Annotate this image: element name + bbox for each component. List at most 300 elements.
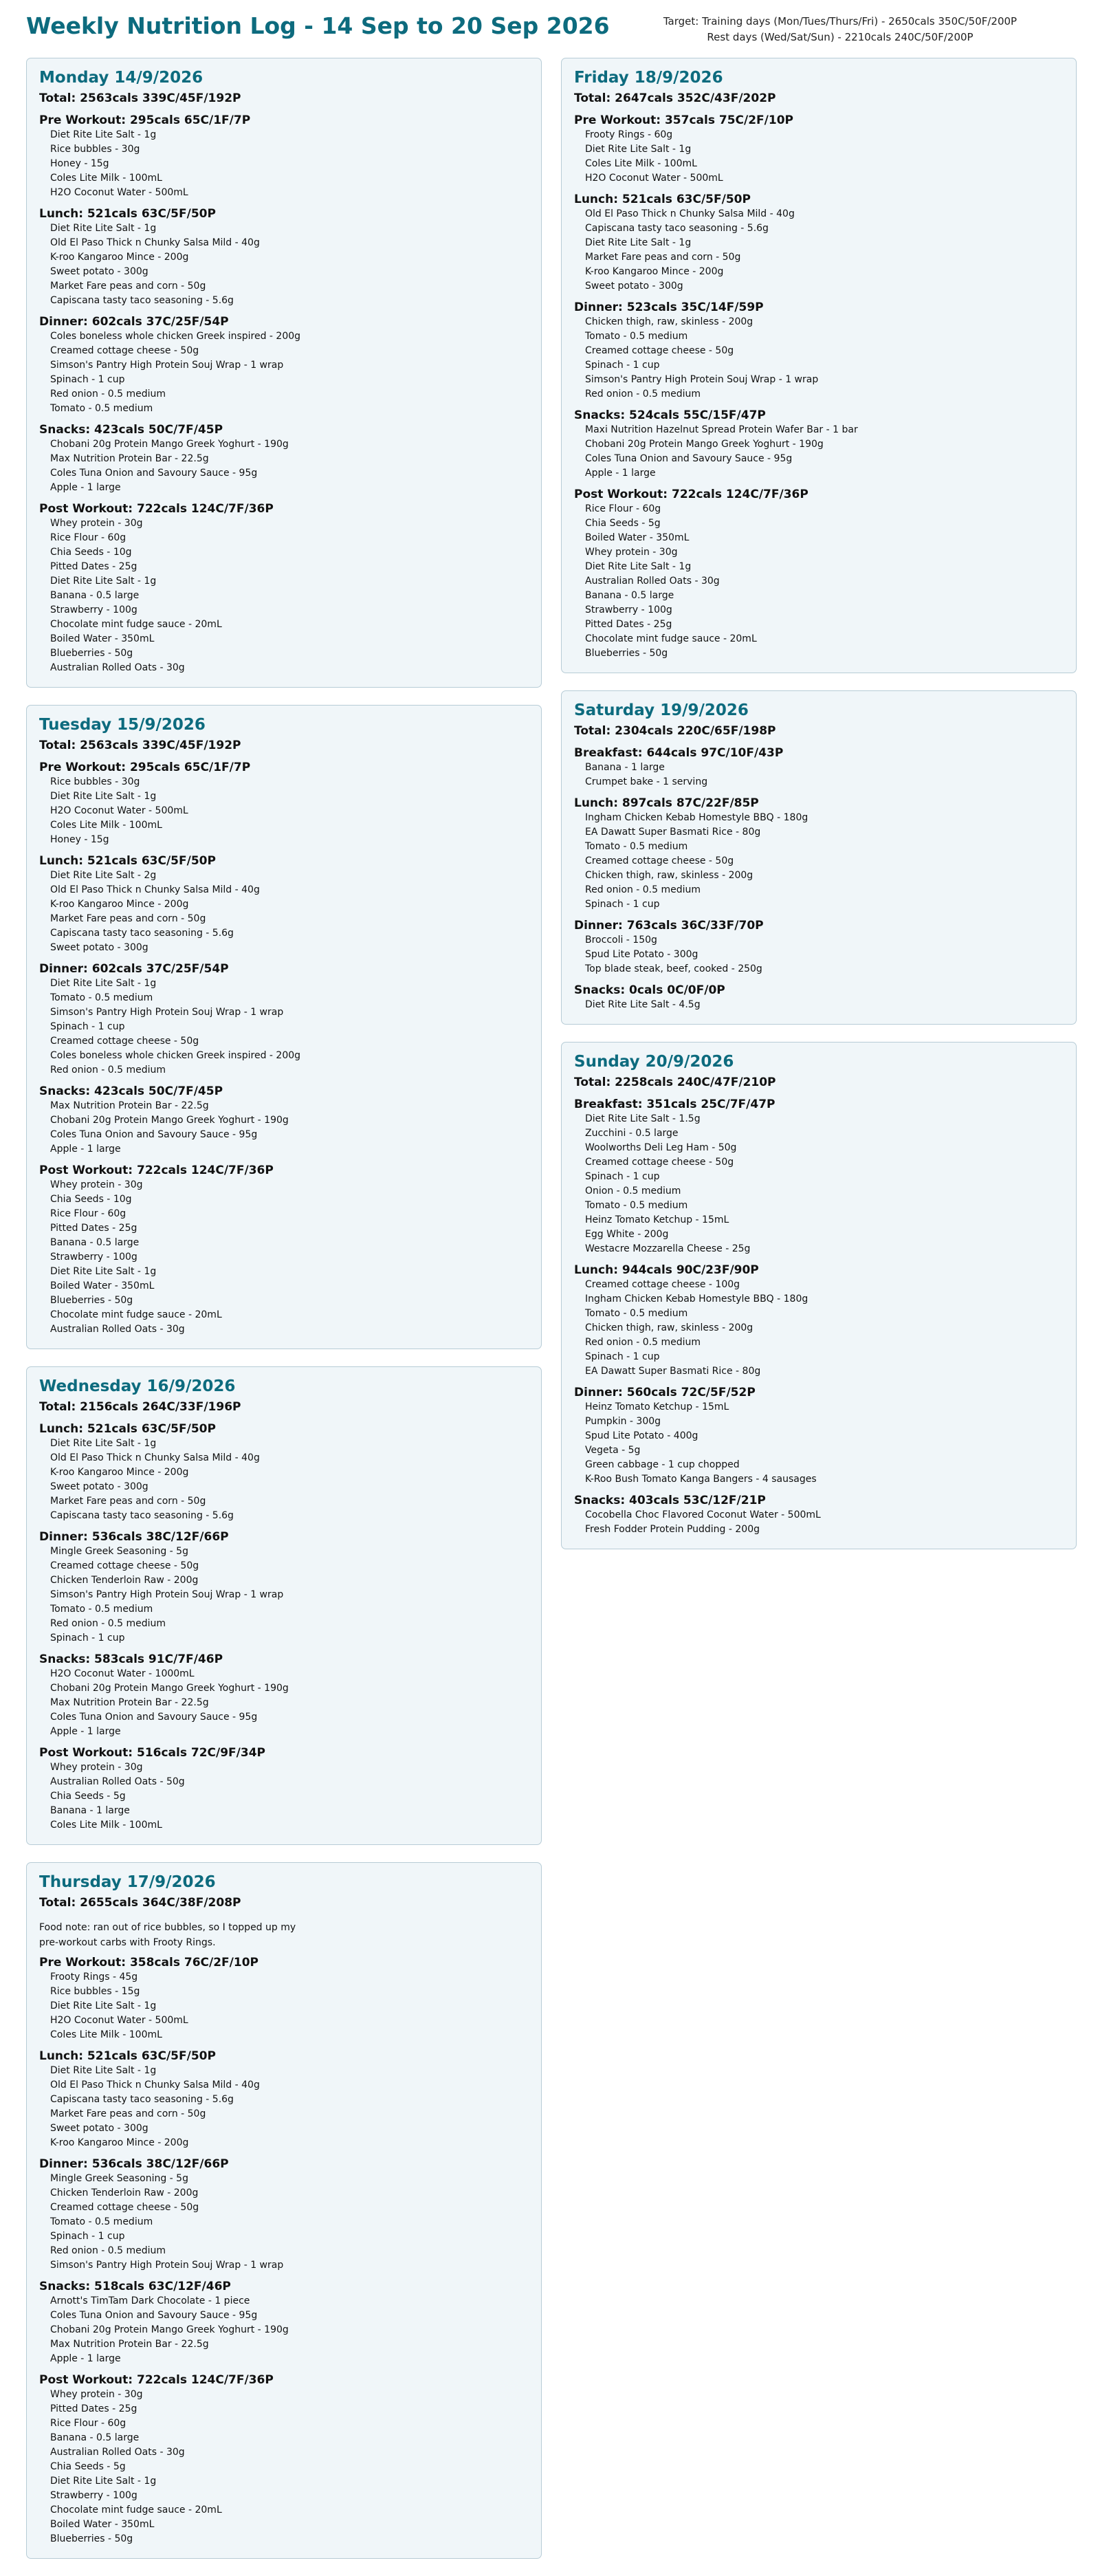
meal-section: [39, 1163, 529, 1337]
meal-item: Coles Tuna Onion and Savoury Sauce - 95g: [50, 468, 258, 479]
meal-item: Honey - 15g: [50, 158, 109, 169]
meal-item: Woolworths Deli Leg Ham - 50g: [585, 1142, 737, 1153]
meal-item: Chicken thigh, raw, skinless - 200g: [585, 870, 754, 881]
meal-item: Broccoli - 150g: [585, 935, 657, 946]
meal-section: [574, 1263, 1064, 1379]
meal-section: [574, 983, 1064, 1012]
meal-item: Maxi Nutrition Hazelnut Spread Protein Wafer Bar - 1 bar: [585, 424, 858, 435]
meal-item: Sweet potato - 300g: [50, 1481, 148, 1492]
meal-item: Strawberry - 100g: [50, 1252, 138, 1263]
meal-item: Diet Rite Lite Salt - 4.5g: [585, 999, 701, 1010]
meal-section: [39, 1421, 529, 1523]
meal-item: Apple - 1 large: [50, 1144, 121, 1155]
meal-section: [574, 1097, 1064, 1256]
meal-item: Tomato - 0.5 medium: [585, 1308, 688, 1319]
meal-item: Old El Paso Thick n Chunky Salsa Mild - 40g: [585, 208, 795, 219]
meal-header: Post Workout: 722cals 124C/7F/36P: [39, 502, 274, 516]
meal-header: Snacks: 423cals 50C/7F/45P: [39, 423, 223, 437]
meal-item: Frooty Rings - 60g: [585, 129, 673, 140]
meal-item-list: [39, 775, 529, 847]
meal-item: Chobani 20g Protein Mango Greek Yoghurt - 190g: [585, 439, 824, 450]
meal-item: Blueberries - 50g: [585, 648, 668, 659]
meal-item: Australian Rolled Oats - 30g: [585, 576, 720, 587]
meal-section: [39, 2279, 529, 2366]
meal-item: Strawberry - 100g: [50, 2490, 138, 2501]
meal-item-list: [39, 1437, 529, 1523]
meal-item: Diet Rite Lite Salt - 1g: [50, 223, 157, 234]
meal-item: Tomato - 0.5 medium: [50, 403, 153, 414]
meal-item: Market Fare peas and corn - 50g: [50, 2108, 206, 2119]
meal-section: [39, 422, 529, 495]
meal-section: [39, 501, 529, 675]
meal-item: Market Fare peas and corn - 50g: [50, 913, 206, 924]
page-title: Weekly Nutrition Log - 14 Sep to 20 Sep 2026: [26, 12, 610, 39]
meal-item: Coles Tuna Onion and Savoury Sauce - 95g: [50, 2310, 258, 2321]
meal-item-list: [574, 207, 1064, 294]
meal-section: [39, 314, 529, 416]
meal-item: Spinach - 1 cup: [585, 360, 660, 371]
meal-item: Boiled Water - 350mL: [50, 633, 155, 644]
meal-item-list: [574, 1508, 1064, 1537]
meal-item-list: [39, 2064, 529, 2150]
meal-item: Max Nutrition Protein Bar - 22.5g: [50, 453, 209, 464]
meal-item: Boiled Water - 350mL: [50, 1280, 155, 1291]
meal-section: [574, 1385, 1064, 1487]
meal-header: Snacks: 518cals 63C/12F/46P: [39, 2280, 231, 2293]
meal-item: Capiscana tasty taco seasoning - 5.6g: [50, 295, 234, 306]
meal-item: Diet Rite Lite Salt - 1g: [50, 129, 157, 140]
meal-item: Coles Lite Milk - 100mL: [50, 820, 162, 831]
meal-header: Post Workout: 722cals 124C/7F/36P: [39, 1164, 274, 1177]
meal-item: Max Nutrition Protein Bar - 22.5g: [50, 1100, 209, 1111]
meal-section: [39, 2049, 529, 2150]
meal-item: Vegeta - 5g: [585, 1445, 641, 1456]
meal-section: [574, 1493, 1064, 1537]
meal-header: Lunch: 944cals 90C/23F/90P: [574, 1263, 759, 1277]
meal-item: Sweet potato - 300g: [585, 281, 683, 292]
meal-item: Coles Lite Milk - 100mL: [50, 1820, 162, 1831]
meal-item: Capiscana tasty taco seasoning - 5.6g: [50, 2094, 234, 2105]
meal-item: Rice Flour - 60g: [50, 2418, 126, 2429]
meal-item: Rice bubbles - 30g: [50, 776, 140, 787]
meal-item: Diet Rite Lite Salt - 1g: [50, 791, 157, 802]
meal-item: Spud Lite Potato - 300g: [585, 949, 698, 960]
meal-header: Pre Workout: 295cals 65C/1F/7P: [39, 113, 251, 127]
meal-item-list: [574, 1400, 1064, 1487]
meal-item: Simson's Pantry High Protein Souj Wrap - 1 wrap: [50, 360, 284, 371]
meal-item: Old El Paso Thick n Chunky Salsa Mild - 40g: [50, 237, 260, 248]
meal-item: Chocolate mint fudge sauce - 20mL: [50, 619, 222, 630]
meal-item: Onion - 0.5 medium: [585, 1186, 681, 1197]
meal-item: Creamed cottage cheese - 50g: [50, 345, 199, 356]
meal-item: Red onion - 0.5 medium: [50, 1618, 166, 1629]
meal-item: Banana - 0.5 large: [50, 1237, 140, 1248]
meal-item: Tomato - 0.5 medium: [50, 992, 153, 1003]
meal-item: EA Dawatt Super Basmati Rice - 80g: [585, 1366, 761, 1377]
meal-item: Market Fare peas and corn - 50g: [50, 1496, 206, 1507]
meal-item: Strawberry - 100g: [585, 604, 672, 615]
meal-header: Snacks: 0cals 0C/0F/0P: [574, 983, 725, 997]
meal-item: Spinach - 1 cup: [50, 374, 125, 385]
meal-item: Rice Flour - 60g: [50, 1208, 126, 1219]
meal-item: Red onion - 0.5 medium: [50, 1065, 166, 1076]
right-column: [561, 58, 1077, 1567]
left-column: [26, 58, 542, 2576]
meal-section: [39, 2372, 529, 2546]
meal-item: K-roo Kangaroo Mince - 200g: [50, 252, 189, 263]
meal-item: Diet Rite Lite Salt - 1g: [50, 2476, 157, 2487]
meal-item-list: [574, 315, 1064, 402]
meal-item: Australian Rolled Oats - 30g: [50, 662, 185, 673]
meal-header: Snacks: 423cals 50C/7F/45P: [39, 1084, 223, 1098]
meal-item: Chobani 20g Protein Mango Greek Yoghurt - 190g: [50, 1115, 289, 1126]
meal-item: Red onion - 0.5 medium: [50, 389, 166, 400]
meal-item: Banana - 0.5 large: [50, 590, 140, 601]
meal-item: Diet Rite Lite Salt - 1.5g: [585, 1113, 701, 1124]
day-title: Wednesday 16/9/2026: [39, 1377, 236, 1395]
meal-item-list: [39, 329, 529, 416]
meal-item: Honey - 15g: [50, 834, 109, 845]
meal-header: Lunch: 521cals 63C/5F/50P: [574, 193, 751, 206]
meal-item: Westacre Mozzarella Cheese - 25g: [585, 1243, 751, 1254]
meal-header: Pre Workout: 295cals 65C/1F/7P: [39, 761, 251, 774]
meal-header: Breakfast: 644cals 97C/10F/43P: [574, 746, 784, 760]
meal-item: Frooty Rings - 45g: [50, 1972, 138, 1983]
meal-item: Chobani 20g Protein Mango Greek Yoghurt - 190g: [50, 2324, 289, 2335]
meal-item: H2O Coconut Water - 500mL: [50, 2015, 188, 2026]
meal-item: Old El Paso Thick n Chunky Salsa Mild - 40g: [50, 1452, 260, 1463]
meal-item: Apple - 1 large: [585, 468, 656, 479]
meal-header: Dinner: 536cals 38C/12F/66P: [39, 2157, 229, 2171]
meal-item: K-roo Kangaroo Mince - 200g: [50, 1467, 189, 1478]
meal-item: K-roo Kangaroo Mince - 200g: [50, 899, 189, 910]
meal-item: Max Nutrition Protein Bar - 22.5g: [50, 2339, 209, 2350]
meal-item: Creamed cottage cheese - 50g: [50, 2202, 199, 2213]
meal-item: Banana - 1 large: [50, 1805, 130, 1816]
target-training-days: Target: Training days (Mon/Tues/Thurs/Fri) - 2650cals 350C/50F/200P: [663, 15, 1018, 28]
meal-header: Post Workout: 722cals 124C/7F/36P: [39, 2373, 274, 2387]
meal-item: Creamed cottage cheese - 50g: [585, 345, 734, 356]
meal-item-list: [39, 1178, 529, 1337]
meal-item: Market Fare peas and corn - 50g: [50, 281, 206, 292]
meal-item: Creamed cottage cheese - 50g: [585, 855, 734, 866]
meal-section: [39, 1529, 529, 1646]
meal-item: Capiscana tasty taco seasoning - 5.6g: [585, 223, 769, 234]
meal-item: Chicken thigh, raw, skinless - 200g: [585, 316, 754, 327]
meal-item: Coles boneless whole chicken Greek inspired - 200g: [50, 331, 301, 342]
meal-item: Coles Tuna Onion and Savoury Sauce - 95g: [50, 1129, 258, 1140]
meal-item-list: [39, 437, 529, 495]
meal-item-list: [39, 1099, 529, 1157]
meal-item: Zucchini - 0.5 large: [585, 1128, 679, 1139]
meal-header: Pre Workout: 357cals 75C/2F/10P: [574, 113, 793, 127]
meal-header: Dinner: 763cals 36C/33F/70P: [574, 919, 764, 932]
meal-item: Sweet potato - 300g: [50, 2123, 148, 2134]
meal-item: Whey protein - 30g: [585, 547, 678, 558]
meal-item: Coles Tuna Onion and Savoury Sauce - 95g: [50, 1712, 258, 1723]
meal-item-list: [574, 933, 1064, 976]
meal-item-list: [39, 2172, 529, 2273]
meal-item: Boiled Water - 350mL: [585, 532, 690, 543]
meal-item: Arnott's TimTam Dark Chocolate - 1 piece: [50, 2295, 250, 2306]
meal-item: Blueberries - 50g: [50, 648, 133, 659]
meal-item-list: [39, 1970, 529, 2042]
meal-item: Capiscana tasty taco seasoning - 5.6g: [50, 1510, 234, 1521]
meal-item: Chicken Tenderloin Raw - 200g: [50, 2187, 199, 2198]
meal-item: Spinach - 1 cup: [585, 1171, 660, 1182]
meal-section: [39, 760, 529, 847]
day-total: Total: 2647cals 352C/43F/202P: [574, 91, 776, 105]
meal-section: [39, 1652, 529, 1739]
meal-item: Pitted Dates - 25g: [50, 2403, 138, 2414]
day-total: Total: 2655cals 364C/38F/208P: [39, 1896, 241, 1910]
meal-header: Lunch: 521cals 63C/5F/50P: [39, 207, 216, 221]
meal-item-list: [574, 128, 1064, 186]
meal-header: Lunch: 521cals 63C/5F/50P: [39, 1422, 216, 1436]
meal-item: Chia Seeds - 5g: [50, 1791, 126, 1802]
meal-section: [39, 1955, 529, 2042]
meal-item: H2O Coconut Water - 500mL: [585, 173, 723, 184]
meal-item: Coles Lite Milk - 100mL: [50, 2029, 162, 2040]
meal-item: Cocobella Choc Flavored Coconut Water - 500mL: [585, 1509, 821, 1520]
day-total: Total: 2304cals 220C/65F/198P: [574, 724, 776, 738]
meal-item: EA Dawatt Super Basmati Rice - 80g: [585, 827, 761, 838]
meal-item: Diet Rite Lite Salt - 1g: [585, 144, 692, 155]
meal-section: [39, 853, 529, 955]
meal-header: Lunch: 521cals 63C/5F/50P: [39, 2049, 216, 2063]
meal-header: Snacks: 524cals 55C/15F/47P: [574, 408, 766, 422]
meal-item: Spud Lite Potato - 400g: [585, 1430, 698, 1441]
meal-item: Sweet potato - 300g: [50, 266, 148, 277]
meal-item: Blueberries - 50g: [50, 2533, 133, 2544]
meal-item: K-Roo Bush Tomato Kanga Bangers - 4 sausages: [585, 1474, 817, 1485]
meal-section: [574, 796, 1064, 912]
meal-item: Spinach - 1 cup: [50, 1021, 125, 1032]
meal-item: Old El Paso Thick n Chunky Salsa Mild - 40g: [50, 884, 260, 895]
meal-item: K-roo Kangaroo Mince - 200g: [585, 266, 724, 277]
meal-header: Lunch: 521cals 63C/5F/50P: [39, 854, 216, 868]
day-card: [561, 58, 1077, 673]
meal-section: [39, 961, 529, 1078]
meal-item-list: [574, 811, 1064, 912]
meal-item-list: [574, 1112, 1064, 1256]
meal-item: Strawberry - 100g: [50, 604, 138, 615]
meal-item: Spinach - 1 cup: [50, 2231, 125, 2242]
meal-section: [39, 113, 529, 200]
page-header: [26, 10, 1074, 51]
meal-item: Chocolate mint fudge sauce - 20mL: [50, 1309, 222, 1320]
meal-section: [574, 113, 1064, 186]
day-card: [26, 1366, 542, 1845]
day-title: Thursday 17/9/2026: [39, 1873, 216, 1891]
meal-header: Post Workout: 722cals 124C/7F/36P: [574, 488, 808, 501]
meal-item: Chia Seeds - 10g: [50, 1194, 132, 1205]
meal-item: Coles Lite Milk - 100mL: [585, 158, 697, 169]
meal-header: Breakfast: 351cals 25C/7F/47P: [574, 1098, 776, 1111]
day-title: Tuesday 15/9/2026: [39, 716, 206, 734]
meal-header: Dinner: 602cals 37C/25F/54P: [39, 315, 229, 329]
meal-item: Creamed cottage cheese - 50g: [50, 1036, 199, 1047]
day-card: [561, 690, 1077, 1025]
meal-item: Diet Rite Lite Salt - 1g: [50, 1438, 157, 1449]
meal-item: Chocolate mint fudge sauce - 20mL: [50, 2504, 222, 2515]
meal-item: Diet Rite Lite Salt - 1g: [50, 1266, 157, 1277]
meal-item: K-roo Kangaroo Mince - 200g: [50, 2137, 189, 2148]
meal-item-list: [39, 2388, 529, 2546]
meal-item: Pitted Dates - 25g: [50, 561, 138, 572]
meal-item: Australian Rolled Oats - 30g: [50, 1324, 185, 1335]
meal-item: Chicken Tenderloin Raw - 200g: [50, 1575, 199, 1586]
meal-item-list: [574, 761, 1064, 789]
meal-header: Pre Workout: 358cals 76C/2F/10P: [39, 1956, 258, 1969]
meal-item: Banana - 0.5 large: [585, 590, 674, 601]
meal-item: Crumpet bake - 1 serving: [585, 776, 708, 787]
day-title: Saturday 19/9/2026: [574, 701, 749, 719]
meal-item-list: [574, 1278, 1064, 1379]
day-card: [26, 705, 542, 1349]
meal-item: Capiscana tasty taco seasoning - 5.6g: [50, 928, 234, 939]
meal-item: Red onion - 0.5 medium: [585, 884, 701, 895]
meal-section: [574, 918, 1064, 976]
meal-item: Chia Seeds - 5g: [50, 2461, 126, 2472]
meal-item: Simson's Pantry High Protein Souj Wrap - 1 wrap: [50, 1589, 284, 1600]
meal-item: Whey protein - 30g: [50, 2389, 143, 2400]
meal-item: Chicken thigh, raw, skinless - 200g: [585, 1322, 754, 1333]
meal-item-list: [39, 221, 529, 308]
meal-item: Whey protein - 30g: [50, 1179, 143, 1190]
meal-item: Diet Rite Lite Salt - 1g: [585, 237, 692, 248]
meal-item: Tomato - 0.5 medium: [585, 1200, 688, 1211]
meal-item: Diet Rite Lite Salt - 2g: [50, 870, 157, 881]
meal-section: [39, 1084, 529, 1157]
day-total: Total: 2258cals 240C/47F/210P: [574, 1076, 776, 1089]
meal-item: Tomato - 0.5 medium: [585, 841, 688, 852]
day-card: [561, 1042, 1077, 1549]
meal-item: Spinach - 1 cup: [50, 1633, 125, 1644]
meal-header: Dinner: 523cals 35C/14F/59P: [574, 301, 764, 314]
meal-item: Diet Rite Lite Salt - 1g: [50, 2000, 157, 2011]
meal-item: Whey protein - 30g: [50, 518, 143, 529]
meal-item: Simson's Pantry High Protein Souj Wrap - 1 wrap: [50, 1007, 284, 1018]
meal-item: Spinach - 1 cup: [585, 899, 660, 910]
meal-item: Ingham Chicken Kebab Homestyle BBQ - 180g: [585, 1294, 808, 1305]
meal-item: Old El Paso Thick n Chunky Salsa Mild - 40g: [50, 2080, 260, 2091]
day-title: Friday 18/9/2026: [574, 69, 723, 87]
meal-item: Chia Seeds - 10g: [50, 547, 132, 558]
meal-header: Snacks: 403cals 53C/12F/21P: [574, 1494, 766, 1507]
meal-item: Mingle Greek Seasoning - 5g: [50, 2173, 188, 2184]
day-title: Monday 14/9/2026: [39, 69, 204, 87]
meal-item: Green cabbage - 1 cup chopped: [585, 1459, 740, 1470]
meal-item: Mingle Greek Seasoning - 5g: [50, 1546, 188, 1557]
meal-item: Diet Rite Lite Salt - 1g: [50, 2065, 157, 2076]
meal-item: Coles boneless whole chicken Greek inspired - 200g: [50, 1050, 301, 1061]
meal-item: Chobani 20g Protein Mango Greek Yoghurt - 190g: [50, 1683, 289, 1694]
meal-item: Banana - 1 large: [585, 762, 665, 773]
meal-item: Blueberries - 50g: [50, 1295, 133, 1306]
meal-item: Max Nutrition Protein Bar - 22.5g: [50, 1697, 209, 1708]
targets-note: [634, 14, 1046, 45]
meal-item-list: [574, 423, 1064, 481]
meal-item: Coles Tuna Onion and Savoury Sauce - 95g: [585, 453, 793, 464]
meal-header: Dinner: 536cals 38C/12F/66P: [39, 1530, 229, 1544]
day-total: Total: 2563cals 339C/45F/192P: [39, 739, 241, 752]
meal-item: Pumpkin - 300g: [585, 1416, 661, 1427]
meal-item: Rice bubbles - 30g: [50, 144, 140, 155]
meal-section: [574, 192, 1064, 294]
meal-item: Diet Rite Lite Salt - 1g: [585, 561, 692, 572]
meal-item: Boiled Water - 350mL: [50, 2519, 155, 2530]
meal-header: Lunch: 897cals 87C/22F/85P: [574, 796, 759, 810]
meal-section: [39, 2157, 529, 2273]
meal-item: Apple - 1 large: [50, 1726, 121, 1737]
meal-item: Australian Rolled Oats - 30g: [50, 2447, 185, 2458]
meal-item-list: [39, 976, 529, 1078]
meal-item: Whey protein - 30g: [50, 1762, 143, 1773]
meal-item: Heinz Tomato Ketchup - 15mL: [585, 1214, 729, 1225]
meal-item: Chobani 20g Protein Mango Greek Yoghurt - 190g: [50, 439, 289, 450]
meal-item: H2O Coconut Water - 500mL: [50, 805, 188, 816]
meal-item: Simson's Pantry High Protein Souj Wrap - 1 wrap: [50, 2260, 284, 2271]
meal-item: Rice Flour - 60g: [50, 532, 126, 543]
meal-item: Fresh Fodder Protein Pudding - 200g: [585, 1524, 760, 1535]
meal-item: H2O Coconut Water - 1000mL: [50, 1668, 195, 1679]
meal-item: Rice bubbles - 15g: [50, 1986, 140, 1997]
meal-item: Pitted Dates - 25g: [50, 1223, 138, 1234]
meal-item: Heinz Tomato Ketchup - 15mL: [585, 1401, 729, 1412]
meal-item-list: [39, 516, 529, 675]
meal-item: Red onion - 0.5 medium: [585, 1337, 701, 1348]
meal-item: Market Fare peas and corn - 50g: [585, 252, 741, 263]
meal-item: Sweet potato - 300g: [50, 942, 148, 953]
day-total: Total: 2563cals 339C/45F/192P: [39, 91, 241, 105]
meal-item: Top blade steak, beef, cooked - 250g: [585, 963, 762, 974]
meal-item-list: [574, 502, 1064, 661]
meal-item-list: [39, 1667, 529, 1739]
day-title: Sunday 20/9/2026: [574, 1053, 734, 1071]
meal-section: [39, 206, 529, 308]
meal-item: Ingham Chicken Kebab Homestyle BBQ - 180g: [585, 812, 808, 823]
day-card: [26, 1862, 542, 2559]
meal-item: Coles Lite Milk - 100mL: [50, 173, 162, 184]
meal-item-list: [39, 128, 529, 200]
meal-item: Diet Rite Lite Salt - 1g: [50, 576, 157, 587]
meal-item: Tomato - 0.5 medium: [50, 1604, 153, 1615]
meal-item: Chocolate mint fudge sauce - 20mL: [585, 633, 757, 644]
meal-section: [574, 300, 1064, 402]
target-rest-days: Rest days (Wed/Sat/Sun) - 2210cals 240C/50F/200P: [707, 31, 974, 43]
meal-item: H2O Coconut Water - 500mL: [50, 187, 188, 198]
meal-item: Spinach - 1 cup: [585, 1351, 660, 1362]
meal-item: Creamed cottage cheese - 50g: [585, 1157, 734, 1168]
meal-item: Simson's Pantry High Protein Souj Wrap - 1 wrap: [585, 374, 819, 385]
meal-section: [574, 745, 1064, 789]
meal-item: Tomato - 0.5 medium: [50, 2216, 153, 2227]
meal-item: Chia Seeds - 5g: [585, 518, 661, 529]
meal-item-list: [39, 869, 529, 955]
meal-item: Diet Rite Lite Salt - 1g: [50, 978, 157, 989]
meal-section: [574, 487, 1064, 661]
meal-item: Tomato - 0.5 medium: [585, 331, 688, 342]
meal-item: Apple - 1 large: [50, 2353, 121, 2364]
meal-item-list: [574, 998, 1064, 1012]
meal-header: Dinner: 560cals 72C/5F/52P: [574, 1386, 756, 1399]
meal-header: Snacks: 583cals 91C/7F/46P: [39, 1652, 223, 1666]
meal-header: Dinner: 602cals 37C/25F/54P: [39, 962, 229, 976]
day-note: Food note: ran out of rice bubbles, so I topped up my pre-workout carbs with Frooty Rings.: [39, 1922, 296, 1948]
meal-item-list: [39, 1760, 529, 1833]
meal-item: Red onion - 0.5 medium: [585, 389, 701, 400]
